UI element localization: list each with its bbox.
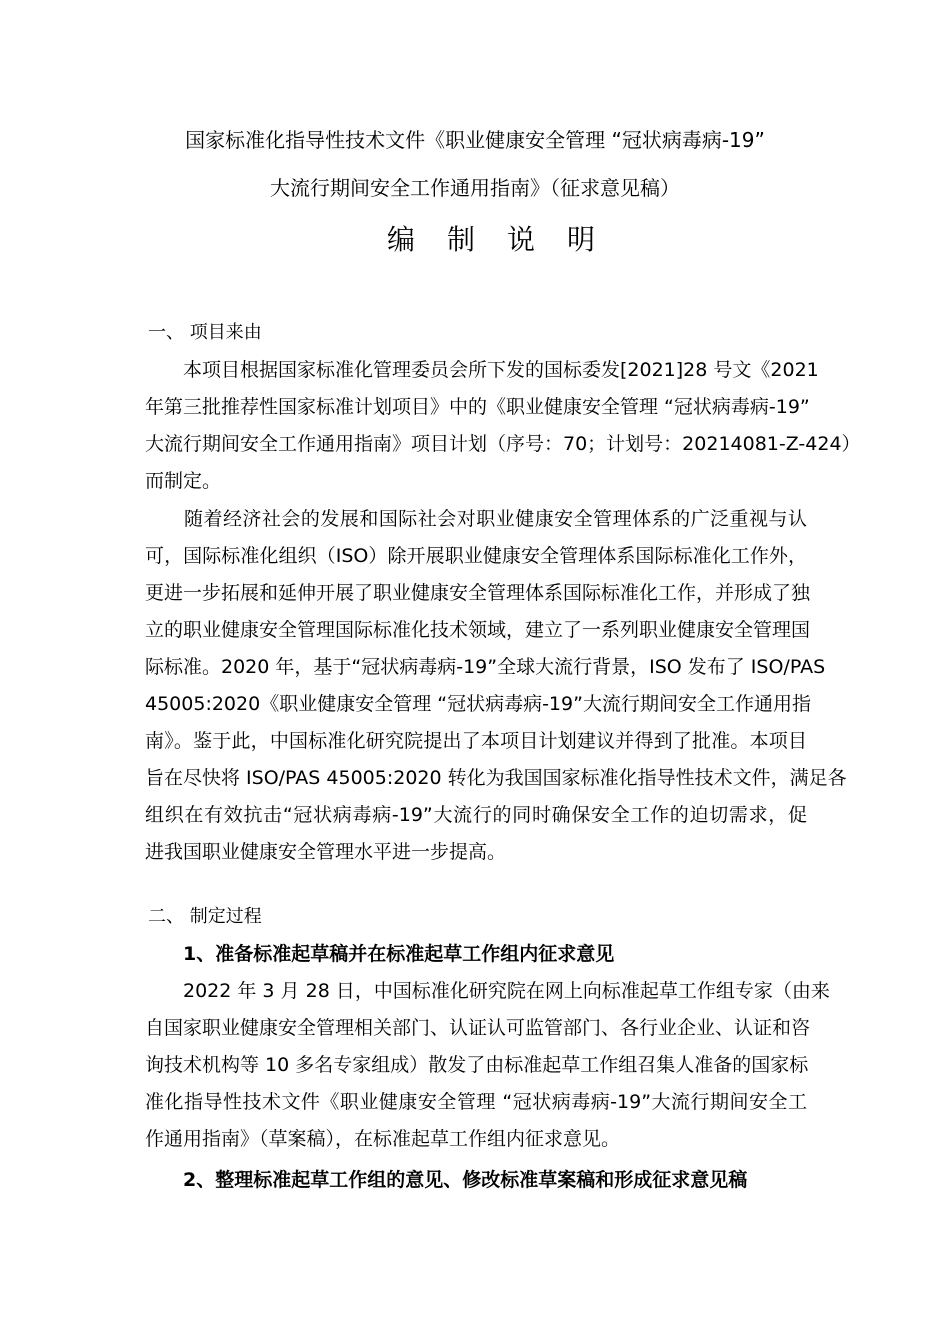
paragraph-line: 准化指导性技术文件《职业健康安全管理 “冠状病毒病-19”大流行期间安全工	[145, 1091, 807, 1113]
paragraph-line: 立的职业健康安全管理国际标准化技术领域，建立了一系列职业健康安全管理国	[145, 619, 811, 641]
paragraph-line: 旨在尽快将 ISO/PAS 45005:2020 转化为我国国家标准化指导性技术文件，满足各	[145, 767, 847, 789]
doc-heading: 编制说明	[386, 223, 627, 256]
paragraph-line: 大流行期间安全工作通用指南》项目计划（序号：70；计划号：20214081-Z-424）	[145, 433, 861, 455]
subsection-2-heading: 2、整理标准起草工作组的意见、修改标准草案稿和形成征求意见稿	[183, 1169, 748, 1191]
section-2-heading: 二、 制定过程	[148, 906, 262, 927]
paragraph-line: 作通用指南》（草案稿），在标准起草工作组内征求意见。	[145, 1128, 621, 1150]
paragraph-line: 更进一步拓展和延伸开展了职业健康安全管理体系国际标准化工作，并形成了独	[145, 582, 811, 604]
paragraph-line: 本项目根据国家标准化管理委员会所下发的国标委发[2021]28 号文《2021	[145, 359, 819, 381]
paragraph-line: 组织在有效抗击“冠状病毒病-19”大流行的同时确保安全工作的迫切需求，促	[145, 804, 807, 826]
paragraph-line: 随着经济社会的发展和国际社会对职业健康安全管理体系的广泛重视与认	[145, 508, 807, 530]
paragraph-line: 南》。鉴于此，中国标准化研究院提出了本项目计划建议并得到了批准。本项目	[145, 730, 807, 752]
paragraph-line: 进我国职业健康安全管理水平进一步提高。	[145, 841, 507, 863]
paragraph-line: 询技术机构等 10 多名专家组成）散发了由标准起草工作组召集人准备的国家标	[145, 1054, 809, 1076]
paragraph-line: 可，国际标准化组织（ISO）除开展职业健康安全管理体系国际标准化工作外，	[145, 545, 807, 567]
title-line-2: 大流行期间安全工作通用指南》（征求意见稿）	[270, 176, 680, 200]
title-line-1: 国家标准化指导性技术文件《职业健康安全管理 “冠状病毒病-19”	[185, 128, 765, 152]
paragraph-line: 2022 年 3 月 28 日，中国标准化研究院在网上向标准起草工作组专家（由来	[145, 980, 830, 1002]
paragraph-line: 年第三批推荐性国家标准计划项目》中的《职业健康安全管理 “冠状病毒病-19”	[145, 396, 810, 418]
paragraph-line: 而制定。	[145, 470, 222, 492]
subsection-1-heading: 1、准备标准起草稿并在标准起草工作组内征求意见	[183, 943, 615, 965]
paragraph-line: 45005:2020《职业健康安全管理 “冠状病毒病-19”大流行期间安全工作通用指	[145, 693, 811, 715]
section-1-heading: 一、 项目来由	[148, 322, 262, 343]
paragraph-line: 自国家职业健康安全管理相关部门、认证认可监管部门、各行业企业、认证和咨	[145, 1017, 811, 1039]
paragraph-line: 际标准。2020 年，基于“冠状病毒病-19”全球大流行背景，ISO 发布了 ISO/PAS	[145, 656, 826, 678]
